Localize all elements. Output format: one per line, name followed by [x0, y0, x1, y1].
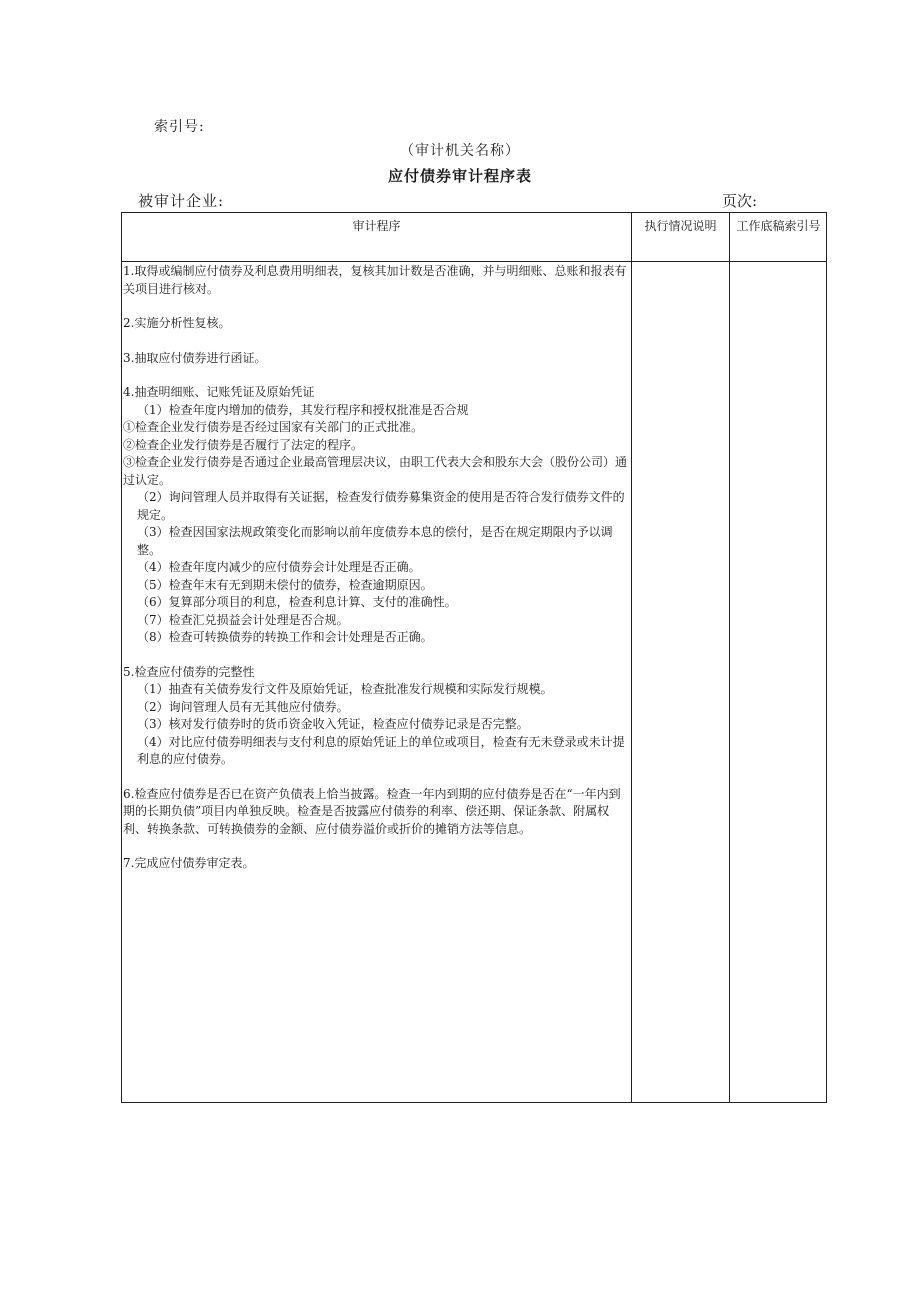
column-header-execution: 执行情况说明: [644, 219, 717, 233]
procedure-item: ①检查企业发行债券是否经过国家有关部门的正式批准。: [123, 420, 424, 434]
procedure-item: ②检查企业发行债券是否履行了法定的程序。: [123, 437, 364, 452]
column-divider: [729, 213, 730, 1102]
procedure-item: ③检查企业发行债券是否通过企业最高管理层决议，由职工代表大会和股东大会（股份公司）通过认定。: [123, 455, 628, 487]
procedure-item: 3.抽取应付债券进行函证。: [123, 350, 267, 365]
column-header-procedure: 审计程序: [352, 219, 401, 233]
procedure-item: （4）对比应付债券明细表与支付利息的原始凭证上的单位或项目，检查有无未登录或未计提利息的应付债券。: [137, 734, 625, 766]
procedure-item: （1）检查年度内增加的债券，其发行程序和授权批准是否合规: [137, 402, 469, 417]
procedure-item: （8）检查可转换债券的转换工作和会计处理是否正确。: [137, 630, 433, 644]
procedure-item: 7.完成应付债券审定表。: [123, 856, 255, 870]
header-divider: [122, 261, 826, 262]
procedure-item: （2）询问管理人员有无其他应付债券。: [137, 699, 349, 714]
page-number-label: 页次:: [722, 192, 758, 210]
procedure-item: （4）检查年度内减少的应付债券会计处理是否正确。: [137, 560, 421, 574]
procedure-item: 4.抽查明细账、记账凭证及原始凭证: [123, 385, 315, 399]
procedure-item: （1）抽查有关债券发行文件及原始凭证，检查批准发行规模和实际发行规模。: [137, 682, 553, 696]
column-divider: [631, 213, 632, 1102]
procedure-item: 1.取得或编制应付债券及利息费用明细表，复核其加计数是否准确，并与明细账、总账和报表有关项目进行核对。: [123, 264, 627, 296]
audit-procedure-table: [121, 212, 827, 1103]
page-title: 应付债券审计程序表: [387, 167, 532, 185]
procedure-item: （7）检查汇兑损益会计处理是否合规。: [137, 612, 349, 627]
procedure-item: （2）询问管理人员并取得有关证据，检查发行债券募集资金的使用是否符合发行债券文件的规定。: [137, 490, 625, 522]
index-number-label: 索引号:: [154, 119, 205, 135]
column-header-workpaper-index: 工作底稿索引号: [736, 219, 821, 233]
procedure-item: 5.检查应付债券的完整性: [123, 664, 255, 679]
procedure-item: 6.检查应付债券是否已在资产负债表上恰当披露。检查一年内到期的应付债券是否在“一年内到期的长期负债”项目内单独反映。检查是否披露应付债券的利率、偿还期、保证条款、附属权利、转换条款、可转换债券的金额、应付债券溢价或折价的摊销方法等信息。: [123, 786, 621, 836]
procedure-list: [123, 263, 631, 873]
audit-org-name: （审计机关名称）: [400, 143, 520, 159]
audited-entity-label: 被审计企业:: [138, 192, 225, 210]
procedure-item: （5）检查年末有无到期未偿付的债券，检查逾期原因。: [137, 577, 433, 592]
procedure-item: （3）核对发行债券时的货币资金收入凭证，检查应付债券记录是否完整。: [137, 717, 529, 731]
procedure-item: 2.实施分析性复核。: [123, 316, 231, 330]
procedure-item: （6）复算部分项目的利息，检查利息计算、支付的准确性。: [137, 595, 457, 609]
procedure-item: （3）检查因国家法规政策变化而影响以前年度债券本息的偿付，是否在规定期限内予以调整。: [137, 525, 613, 557]
